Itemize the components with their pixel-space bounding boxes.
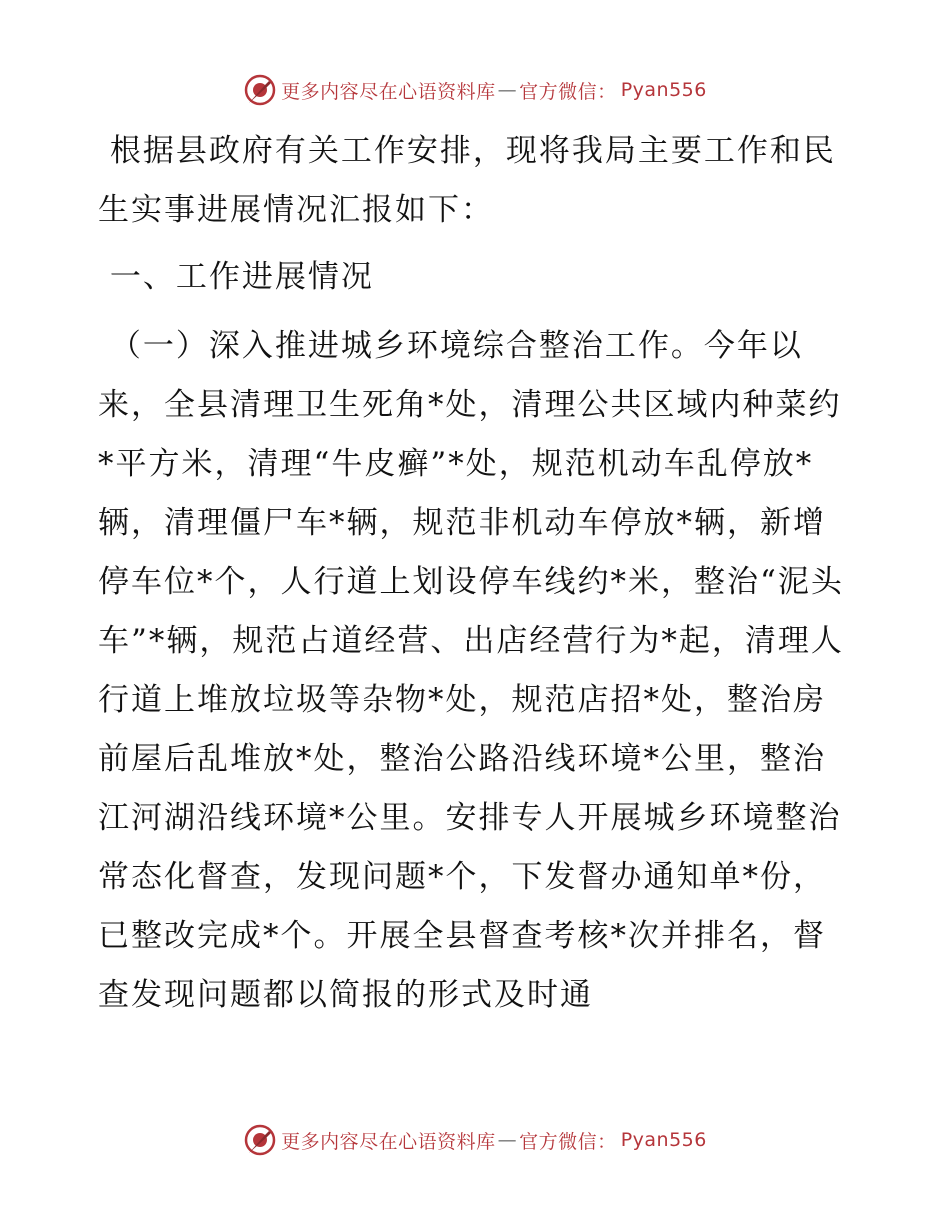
quill-logo-icon: [243, 73, 277, 107]
intro-paragraph: 根据县政府有关工作安排，现将我局主要工作和民生实事进展情况汇报如下：: [98, 133, 836, 228]
section-heading: 一、工作进展情况: [98, 259, 374, 295]
watermark-label: 官方微信：: [519, 80, 617, 103]
watermark-text: 更多内容尽在心语资料库: [281, 80, 496, 103]
watermark-text: 更多内容尽在心语资料库: [281, 1130, 496, 1153]
body-paragraph: （一）深入推进城乡环境综合整治工作。今年以来，全县清理卫生死角*处，清理公共区域内种菜约*平方米，清理“牛皮癣”*处，规范机动车乱停放*辆，清理僵尸车*辆，规范非机动车停放*辆，新增停车位*个，人行道上划设停车线约*米，整治“泥头车”*辆，规范占道经营、出店经营行为*起，清理人行道上堆放垃圾等杂物*处，规范店招*处，整治房前屋后乱堆放*处，整治公路沿线环境*公里，整治江河湖沿线环境*公里。安排专人开展城乡环境整治常态化督查，发现问题*个，下发督办通知单*份，已整改完成*个。开展全县督查考核*次并排名，督查发现问题都以简报的形式及时通: [98, 328, 844, 1013]
watermark-label: 官方微信：: [519, 1130, 617, 1153]
watermark-id: Pyan556: [620, 1129, 707, 1151]
watermark-separator: —: [497, 1129, 518, 1151]
document-body: [98, 122, 858, 1025]
quill-logo-icon: [243, 1123, 277, 1157]
watermark-id: Pyan556: [620, 79, 707, 101]
watermark-footer: [0, 1120, 950, 1160]
watermark-separator: —: [497, 79, 518, 101]
watermark-header: [0, 70, 950, 110]
